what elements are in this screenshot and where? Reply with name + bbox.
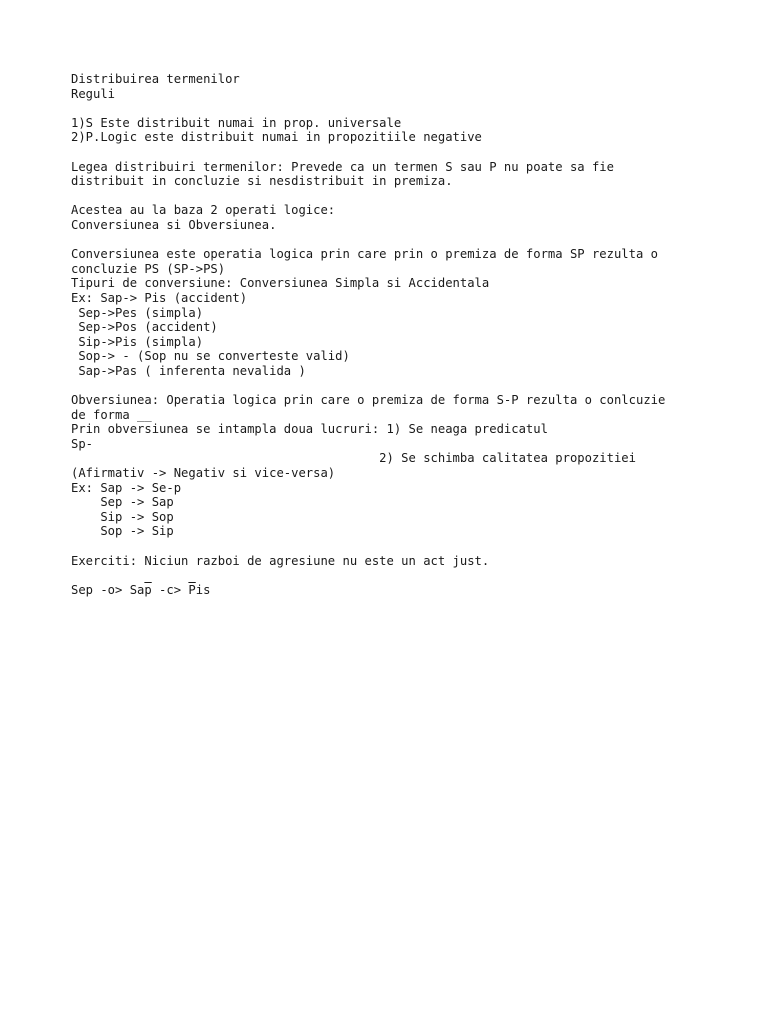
conversion-line: concluzie PS (SP->PS) xyxy=(71,261,226,276)
obversion-line: (Afirmativ -> Negativ si vice-versa) xyxy=(71,466,336,481)
obversion-example: Sip -> Sop xyxy=(71,509,174,524)
conversion-example: Sop-> - (Sop nu se converteste valid) xyxy=(71,349,350,364)
conversion-example: Sap->Pas ( inferenta nevalida ) xyxy=(71,363,306,378)
obversion-line: Obversiunea: Operatia logica prin care o premiza de forma S-P rezulta o conlcuzie xyxy=(71,393,666,408)
overlined-term: $\overline{P}$ xyxy=(188,582,196,597)
rule-line: 1)S Este distribuit numai in prop. universale xyxy=(71,115,402,130)
conversion-example: Ex: Sap-> Pis (accident) xyxy=(71,290,248,305)
obversion-example: Sop -> Sip xyxy=(71,524,174,539)
blank-line xyxy=(71,539,731,554)
rule-line: 2)P.Logic este distribuit numai in propozitiile negative xyxy=(71,130,482,145)
operations-line: Acestea au la baza 2 operati logice: xyxy=(71,203,336,218)
exercise-line: Exerciti: Niciun razboi de agresiune nu este un act just. xyxy=(71,553,490,568)
blank-line xyxy=(71,568,731,583)
obversion-example: Sep -> Sap xyxy=(71,495,174,510)
blank-line xyxy=(71,189,731,204)
conversion-example: Sip->Pis (simpla) xyxy=(71,334,204,349)
formula-suffix: is xyxy=(195,582,211,597)
conversion-example: Sep->Pes (simpla) xyxy=(71,305,204,320)
conversion-line: Tipuri de conversiune: Conversiunea Simpla si Accidentala xyxy=(71,276,490,291)
blank-line xyxy=(71,233,731,248)
overlined-term: $\overline{p}$ xyxy=(144,582,152,597)
blank-line xyxy=(71,378,731,393)
document-title: Distribuirea termenilor xyxy=(71,72,240,86)
obversion-line: Sp- xyxy=(71,436,94,451)
blank-line xyxy=(71,101,731,116)
conversion-line: Conversiunea este operatia logica prin care prin o premiza de forma SP rezulta o xyxy=(71,247,658,262)
obversion-line: Prin obversiunea se intampla doua lucruri: 1) Se neaga predicatul xyxy=(71,422,548,437)
formula-middle: -c> xyxy=(151,582,189,597)
law-line: distribuit in concluzie si nesdistribuit in premiza. xyxy=(71,174,453,189)
law-line: Legea distribuiri termenilor: Prevede ca un termen S sau P nu poate sa fie xyxy=(71,159,614,174)
obversion-line: 2) Se schimba calitatea propozitiei xyxy=(71,451,636,466)
conversion-example: Sep->Pos (accident) xyxy=(71,320,218,335)
document-subtitle: Reguli xyxy=(71,86,116,101)
blank-line xyxy=(71,145,731,160)
document-body xyxy=(71,72,731,597)
obversion-line: de forma __ xyxy=(71,407,152,422)
obversion-example: Ex: Sap -> Se-p xyxy=(71,480,182,495)
final-formula xyxy=(71,583,731,598)
formula-prefix: Sep -o> Sa xyxy=(71,582,145,597)
operations-line: Conversiunea si Obversiunea. xyxy=(71,217,277,232)
